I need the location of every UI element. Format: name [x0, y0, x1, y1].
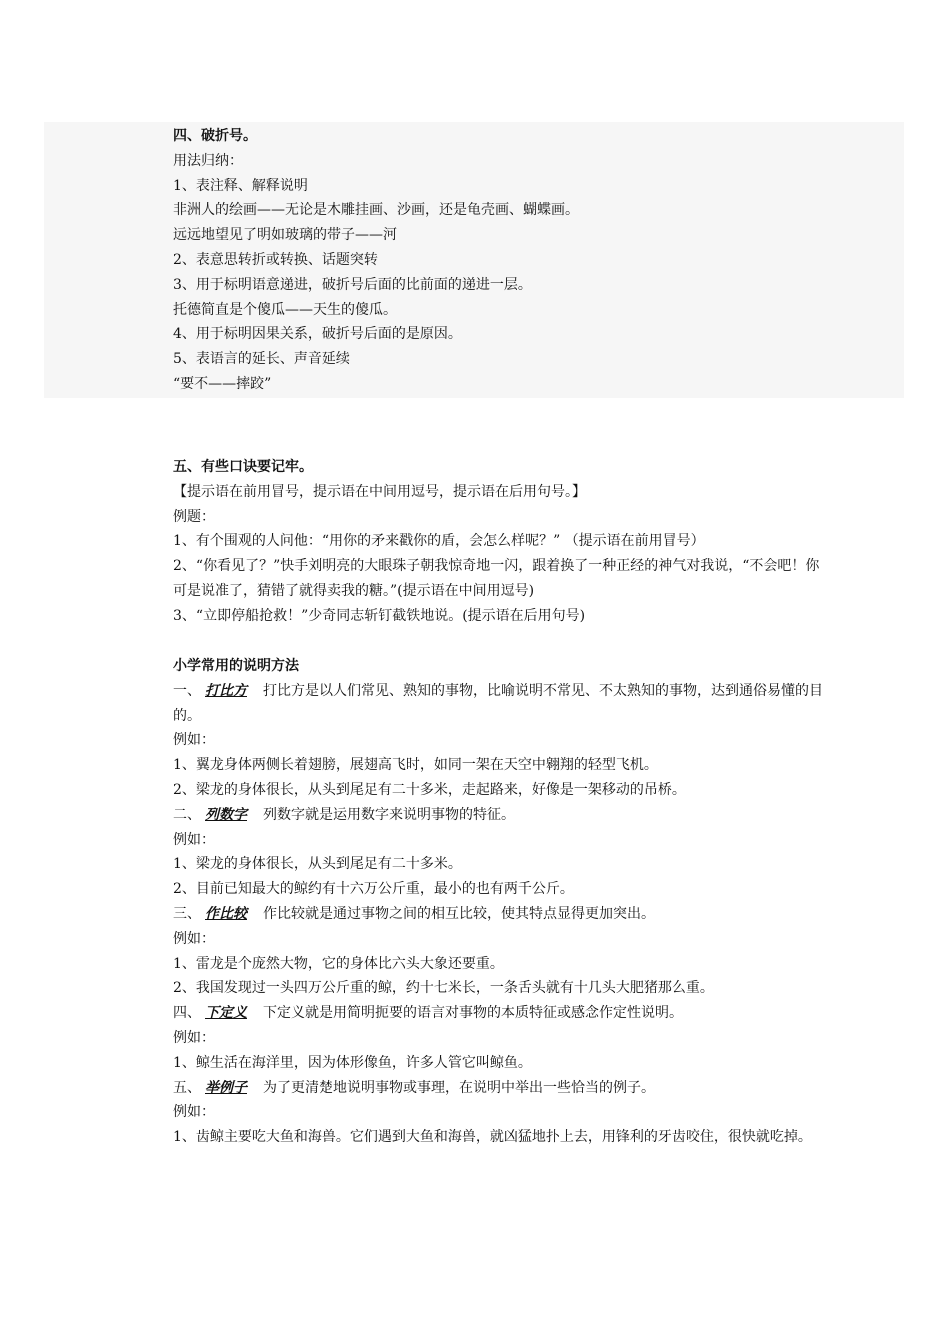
example-label: 例如：	[173, 1029, 215, 1046]
text-line: 3、“立即停船抢救！”少奇同志斩钉截铁地说。(提示语在后用句号)	[173, 607, 586, 624]
example-line: 1、齿鲸主要吃大鱼和海兽。它们遇到大鱼和海兽，就凶猛地扑上去，用锋利的牙齿咬住，很快就吃掉。	[173, 1129, 812, 1146]
example-label: 例如：	[173, 732, 215, 749]
method-desc: 为了更清楚地说明事物或事理，在说明中举出一些恰当的例子。	[263, 1079, 655, 1096]
method-item	[173, 803, 823, 828]
method-term: 打比方	[205, 682, 247, 699]
method-desc: 作比较就是通过事物之间的相互比较，使其特点显得更加突出。	[263, 905, 655, 922]
example-line: 1、鲸生活在海洋里，因为体形像鱼，许多人管它叫鲸鱼。	[173, 1054, 532, 1071]
section-title: 五、有些口诀要记牢。	[173, 459, 313, 475]
text-line: 远远地望见了明如玻璃的带子——河	[173, 227, 397, 244]
text-line: 3、用于标明语意递进，破折号后面的比前面的递进一层。	[173, 276, 532, 293]
method-term: 下定义	[205, 1005, 247, 1022]
method-desc: 列数字就是运用数字来说明事物的特征。	[263, 806, 515, 823]
section-title: 四、破折号。	[173, 128, 257, 144]
section-mnemonics	[173, 455, 823, 629]
text-line: 5、表语言的延长、声音延续	[173, 351, 350, 368]
section-dash	[173, 124, 823, 397]
method-prefix: 四、	[173, 1005, 201, 1022]
example-label: 例如：	[173, 1104, 215, 1121]
text-line: 例题：	[173, 508, 215, 525]
method-prefix: 五、	[173, 1079, 201, 1096]
section-title: 小学常用的说明方法	[173, 658, 299, 674]
method-prefix: 一、	[173, 682, 201, 699]
text-line: 1、表注释、解释说明	[173, 177, 308, 194]
text-line: 1、有个围观的人问他：“用你的矛来戳你的盾，会怎么样呢？” （提示语在前用冒号）	[173, 533, 705, 550]
method-term: 作比较	[205, 905, 247, 922]
example-line: 2、我国发现过一头四万公斤重的鲸，约十七米长，一条舌头就有十几头大肥猪那么重。	[173, 980, 714, 997]
method-item	[173, 1001, 823, 1026]
method-item	[173, 902, 823, 927]
text-line: 【提示语在前用冒号，提示语在中间用逗号，提示语在后用句号。】	[173, 483, 586, 500]
method-item	[173, 679, 823, 729]
method-term: 列数字	[205, 806, 247, 823]
example-label: 例如：	[173, 831, 215, 848]
example-line: 2、目前已知最大的鲸约有十六万公斤重，最小的也有两千公斤。	[173, 881, 574, 898]
method-prefix: 二、	[173, 806, 201, 823]
text-line: 4、用于标明因果关系，破折号后面的是原因。	[173, 326, 462, 343]
method-prefix: 三、	[173, 905, 201, 922]
example-line: 1、翼龙身体两侧长着翅膀，展翅高飞时，如同一架在天空中翱翔的轻型飞机。	[173, 757, 658, 774]
text-line: 托德简直是个傻瓜——天生的傻瓜。	[173, 301, 397, 318]
method-desc: 打比方是以人们常见、熟知的事物，比喻说明不常见、不太熟知的事物，达到通俗易懂的目的。	[173, 682, 823, 724]
section-methods	[173, 654, 823, 1150]
method-item	[173, 1076, 823, 1101]
text-line: 用法归纳：	[173, 152, 243, 169]
example-line: 1、梁龙的身体很长，从头到尾足有二十多米。	[173, 856, 462, 873]
text-line: 非洲人的绘画——无论是木雕挂画、沙画，还是龟壳画、蝴蝶画。	[173, 202, 579, 219]
text-line: 2、表意思转折或转换、话题突转	[173, 251, 378, 268]
example-label: 例如：	[173, 930, 215, 947]
text-line: “要不——摔跤”	[173, 375, 272, 392]
method-term: 举例子	[205, 1079, 247, 1096]
example-line: 1、雷龙是个庞然大物，它的身体比六头大象还要重。	[173, 955, 504, 972]
text-line: 2、“你看见了？”快手刘明亮的大眼珠子朝我惊奇地一闪，跟着换了一种正经的神气对我说，“不会吧！你可是说准了，猜错了就得卖我的糖。”(提示语在中间用逗号)	[173, 558, 820, 599]
method-desc: 下定义就是用简明扼要的语言对事物的本质特征或感念作定性说明。	[263, 1005, 683, 1022]
example-line: 2、梁龙的身体很长，从头到尾足有二十多米，走起路来，好像是一架移动的吊桥。	[173, 781, 686, 798]
